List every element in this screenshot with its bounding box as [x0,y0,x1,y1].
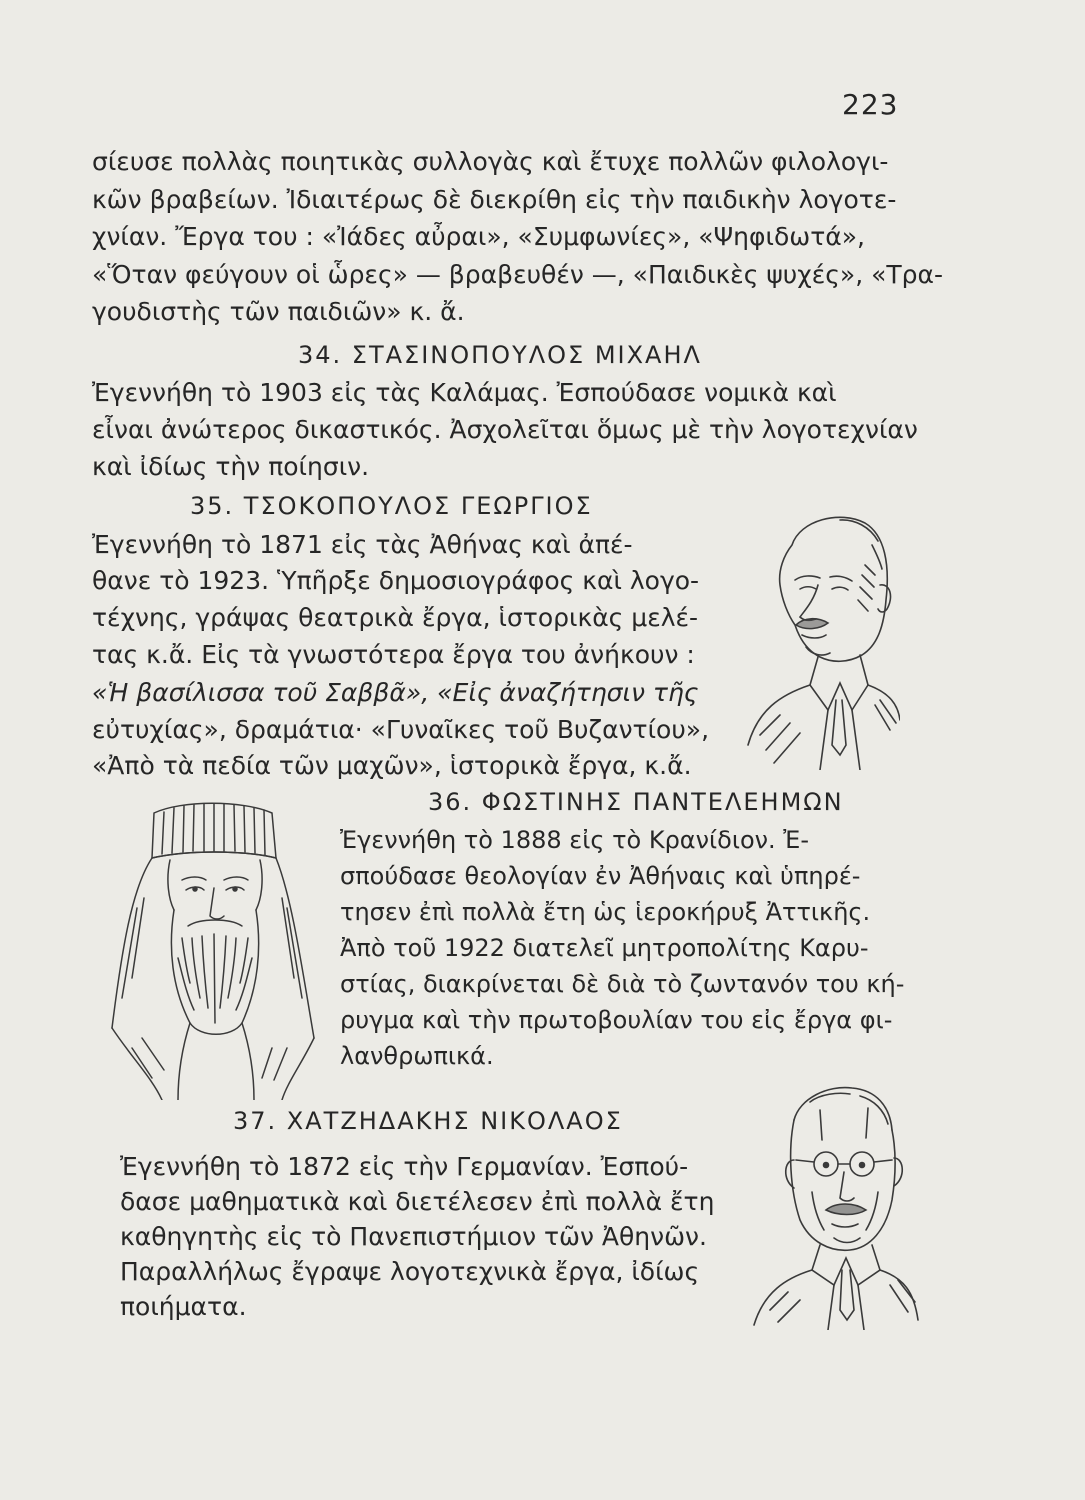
text-line: ποιήματα. [120,1292,247,1321]
text-line: Ἐγεννήθη τὸ 1871 εἰς τὰς Ἀθήνας καὶ ἀπέ- [92,530,633,559]
portrait-fostinis-icon [92,798,327,1100]
text-line: σπούδασε θεολογίαν ἐν Ἀθήναις καὶ ὑπηρέ- [340,862,861,890]
text-line: λανθρωπικά. [340,1042,494,1070]
text-line: κῶν βραβείων. Ἰδιαιτέρως δὲ διεκρίθη εἰς τὴν παιδικὴν λογοτε- [92,185,897,214]
entry-heading: 35. ΤΣΟΚΟΠΟΥΛΟΣ ΓΕΩΡΓΙΟΣ [190,492,593,520]
text-line: τας κ.ἄ. Εἰς τὰ γνωστότερα ἔργα του ἀνήκουν : [92,640,695,669]
text-line: «Ἡ βασίλισσα τοῦ Σαββᾶ», «Εἰς ἀναζήτησιν τῆς [92,678,699,707]
text-line: «Ἀπὸ τὰ πεδία τῶν μαχῶν», ἱστορικὰ ἔργα, κ.ἄ. [92,751,692,780]
text-line: ρυγμα καὶ τὴν πρωτοβουλίαν του εἰς ἔργα φι- [340,1006,893,1034]
text-line: Ἀπὸ τοῦ 1922 διατελεῖ μητροπολίτης Καρυ- [340,934,869,962]
text-line: Ἐγεννήθη τὸ 1872 εἰς τὴν Γερμανίαν. Ἐσπού- [120,1152,689,1181]
page-number: 223 [842,88,899,121]
text-line: Παραλλήλως ἔγραψε λογοτεχνικὰ ἔργα, ἰδίως [120,1257,700,1286]
text-line: σίευσε πολλὰς ποιητικὰς συλλογὰς καὶ ἔτυχε πολλῶν φιλολογι- [92,147,889,176]
entry-heading: 37. ΧΑΤΖΗΔΑΚΗΣ ΝΙΚΟΛΑΟΣ [233,1107,623,1135]
portrait-chatzidakis-icon [750,1080,920,1330]
text-line: στίας, διακρίνεται δὲ διὰ τὸ ζωντανόν του κή- [340,970,905,998]
text-line: δασε μαθηματικὰ καὶ διετέλεσεν ἐπὶ πολλὰ ἔτη [120,1187,715,1216]
text-line: καθηγητὴς εἰς τὸ Πανεπιστήμιον τῶν Ἀθηνῶν. [120,1222,707,1251]
text-line: Ἐγεννήθη τὸ 1903 εἰς τὰς Καλάμας. Ἐσπούδασε νομικὰ καὶ [92,378,837,407]
text-line: χνίαν. Ἔργα του : «Ἰάδες αὖραι», «Συμφωνίες», «Ψηφιδωτά», [92,222,865,251]
entry-heading: 34. ΣΤΑΣΙΝΟΠΟΥΛΟΣ ΜΙΧΑΗΛ [298,341,702,369]
entry-heading: 36. ΦΩΣΤΙΝΗΣ ΠΑΝΤΕΛΕΗΜΩΝ [428,788,844,816]
text-line: καὶ ἰδίως τὴν ποίησιν. [92,452,370,481]
text-line: Ἐγεννήθη τὸ 1888 εἰς τὸ Κρανίδιον. Ἐ- [340,826,810,854]
text-line: «Ὅταν φεύγουν οἱ ὧρες» — βραβευθέν —, «Παιδικὲς ψυχές», «Τρα- [92,260,944,289]
text-line: εὐτυχίας», δραμάτια· «Γυναῖκες τοῦ Βυζαντίου», [92,715,710,744]
text-line: γουδιστὴς τῶν παιδιῶν» κ. ἄ. [92,297,465,326]
text-line: τέχνης, γράψας θεατρικὰ ἔργα, ἱστορικὰς μελέ- [92,603,699,632]
portrait-tsokopoulos-icon [740,505,900,770]
text-line: εἶναι ἀνώτερος δικαστικός. Ἀσχολεῖται ὅμως μὲ τὴν λογοτεχνίαν [92,415,918,444]
text-line: θανε τὸ 1923. Ὑπῆρξε δημοσιογράφος καὶ λογο- [92,566,700,595]
text-line: τησεν ἐπὶ πολλὰ ἔτη ὡς ἱεροκήρυξ Ἀττικῆς. [340,898,871,926]
